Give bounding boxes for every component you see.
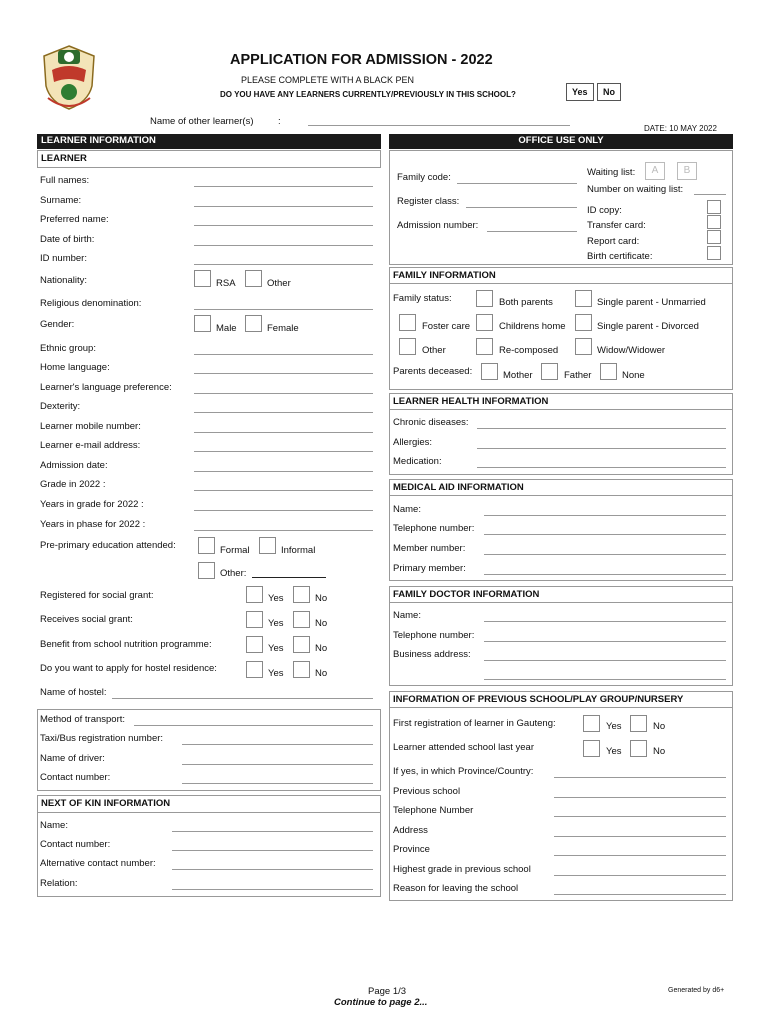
hostel-yes[interactable] (246, 661, 263, 678)
other-family-label: Other (422, 345, 446, 356)
informal-checkbox[interactable] (259, 537, 276, 554)
birth-certificate-checkbox[interactable] (707, 246, 721, 260)
yes-button[interactable]: Yes (566, 83, 594, 101)
mobile-input[interactable] (194, 432, 373, 433)
kin-alt-contact-label: Alternative contact number: (40, 858, 156, 869)
ethnic-group-input[interactable] (194, 354, 373, 355)
home-language-input[interactable] (194, 373, 373, 374)
attended-last-year-no-label: No (653, 746, 666, 757)
gender-label: Gender: (40, 319, 75, 330)
hostel-yes-label: Yes (268, 668, 284, 679)
school-logo (38, 42, 100, 112)
social-grant-registered-label: Registered for social grant: (40, 590, 154, 601)
years-phase-input[interactable] (194, 530, 373, 531)
re-composed-label: Re-composed (499, 345, 559, 356)
nutrition-no-label: No (315, 643, 328, 654)
hostel-name-label: Name of hostel: (40, 687, 107, 698)
hostel-no[interactable] (293, 661, 310, 678)
no-button[interactable]: No (597, 83, 621, 101)
dob-input[interactable] (194, 245, 373, 246)
foster-care-checkbox[interactable] (399, 314, 416, 331)
years-grade-label: Years in grade for 2022 : (40, 499, 144, 510)
single-divorced-checkbox[interactable] (575, 314, 592, 331)
formal-label: Formal (220, 545, 250, 556)
driver-name-input[interactable] (182, 764, 373, 765)
other-learner-label: Name of other learner(s) (150, 116, 254, 127)
nationality-label: Nationality: (40, 275, 87, 286)
transport-method-label: Method of transport: (40, 714, 126, 725)
primary-member-label: Primary member: (393, 563, 466, 574)
full-names-label: Full names: (40, 175, 90, 186)
first-registration-yes-label: Yes (606, 721, 622, 732)
family-status-label: Family status: (393, 293, 452, 304)
driver-contact-input[interactable] (182, 783, 373, 784)
report-card-checkbox[interactable] (707, 230, 721, 244)
id-copy-label: ID copy: (587, 205, 622, 216)
informal-label: Informal (281, 545, 316, 556)
admission-date-label: Admission date: (40, 460, 108, 471)
waiting-list-label: Waiting list: (587, 167, 636, 178)
grade-label: Grade in 2022 : (40, 479, 106, 490)
hostel-name-input[interactable] (112, 698, 373, 699)
school-province-input[interactable] (554, 855, 726, 856)
dexterity-input[interactable] (194, 412, 373, 413)
other-nationality-label: Other (267, 278, 291, 289)
kin-relation-input[interactable] (172, 889, 373, 890)
other-preprimary-input[interactable] (252, 577, 326, 578)
transfer-card-checkbox[interactable] (707, 215, 721, 229)
other-learner-colon: : (278, 116, 281, 127)
other-family-checkbox[interactable] (399, 338, 416, 355)
medical-name-label: Name: (393, 504, 421, 515)
social-grant-receives-yes[interactable] (246, 611, 263, 628)
office-header: OFFICE USE ONLY (389, 134, 733, 149)
none-deceased-label: None (622, 370, 645, 381)
both-parents-checkbox[interactable] (476, 290, 493, 307)
number-waiting-label: Number on waiting list: (587, 184, 684, 195)
full-names-input[interactable] (194, 186, 373, 187)
hostel-no-label: No (315, 668, 328, 679)
register-class-label: Register class: (397, 196, 460, 207)
first-registration-no[interactable] (630, 715, 647, 732)
taxi-registration-input[interactable] (182, 744, 373, 745)
primary-member-input[interactable] (484, 574, 726, 575)
family-code-label: Family code: (397, 172, 451, 183)
medical-header-divider (389, 495, 733, 496)
kin-name-label: Name: (40, 820, 68, 831)
first-registration-label: First registration of learner in Gauteng: (393, 718, 556, 729)
attended-last-year-yes[interactable] (583, 740, 600, 757)
member-number-input[interactable] (484, 554, 726, 555)
previous-school-header-divider (389, 707, 733, 708)
previous-school-input[interactable] (554, 797, 726, 798)
school-address-input[interactable] (554, 836, 726, 837)
dexterity-label: Dexterity: (40, 401, 81, 412)
school-province-label: Province (393, 844, 430, 855)
kin-header-divider (37, 812, 381, 813)
health-header-divider (389, 409, 733, 410)
family-header: FAMILY INFORMATION (393, 270, 496, 281)
register-class-input[interactable] (466, 207, 577, 208)
both-parents-label: Both parents (499, 297, 553, 308)
attended-last-year-label: Learner attended school last year (393, 742, 535, 753)
doctor-header: FAMILY DOCTOR INFORMATION (393, 589, 540, 600)
admission-number-input[interactable] (487, 231, 577, 232)
hostel-apply-label: Do you want to apply for hostel residence: (40, 663, 217, 674)
grade-input[interactable] (194, 490, 373, 491)
social-grant-receives-no[interactable] (293, 611, 310, 628)
religion-input[interactable] (194, 309, 373, 310)
re-composed-checkbox[interactable] (476, 338, 493, 355)
medication-label: Medication: (393, 456, 442, 467)
preprimary-label: Pre-primary education attended: (40, 540, 176, 551)
kin-relation-label: Relation: (40, 878, 78, 889)
doctor-name-label: Name: (393, 610, 421, 621)
father-deceased-checkbox[interactable] (541, 363, 558, 380)
number-waiting-input[interactable] (694, 194, 726, 195)
id-number-label: ID number: (40, 253, 87, 264)
preferred-name-input[interactable] (194, 225, 373, 226)
kin-contact-input[interactable] (172, 850, 373, 851)
family-code-input[interactable] (457, 183, 577, 184)
nutrition-no[interactable] (293, 636, 310, 653)
admission-number-label: Admission number: (397, 220, 479, 231)
attended-last-year-no[interactable] (630, 740, 647, 757)
reason-leaving-input[interactable] (554, 894, 726, 895)
years-phase-label: Years in phase for 2022 : (40, 519, 146, 530)
doctor-phone-input[interactable] (484, 641, 726, 642)
learners-question: DO YOU HAVE ANY LEARNERS CURRENTLY/PREVIOUSLY IN THIS SCHOOL? (220, 90, 516, 99)
email-input[interactable] (194, 451, 373, 452)
surname-label: Surname: (40, 195, 82, 206)
school-phone-input[interactable] (554, 816, 726, 817)
social-grant-registered-no-label: No (315, 593, 328, 604)
childrens-home-label: Childrens home (499, 321, 566, 332)
page-title: APPLICATION FOR ADMISSION - 2022 (230, 52, 493, 68)
father-deceased-label: Father (564, 370, 592, 381)
learner-panel (37, 150, 381, 168)
mobile-label: Learner mobile number: (40, 421, 141, 432)
mother-deceased-checkbox[interactable] (481, 363, 498, 380)
province-country-input[interactable] (554, 777, 726, 778)
highest-grade-label: Highest grade in previous school (393, 864, 531, 875)
previous-school-header: INFORMATION OF PREVIOUS SCHOOL/PLAY GROUP/NURSERY (393, 694, 684, 705)
medical-header: MEDICAL AID INFORMATION (393, 482, 524, 493)
nutrition-label: Benefit from school nutrition programme: (40, 639, 212, 650)
single-divorced-label: Single parent - Divorced (597, 321, 699, 332)
widow-checkbox[interactable] (575, 338, 592, 355)
driver-name-label: Name of driver: (40, 753, 105, 764)
mother-deceased-label: Mother (503, 370, 533, 381)
instruction: PLEASE COMPLETE WITH A BLACK PEN (241, 75, 415, 85)
report-card-label: Report card: (587, 236, 640, 247)
none-deceased-checkbox[interactable] (600, 363, 617, 380)
admission-date-input[interactable] (194, 471, 373, 472)
dob-label: Date of birth: (40, 234, 95, 245)
taxi-registration-label: Taxi/Bus registration number: (40, 733, 164, 744)
driver-contact-label: Contact number: (40, 772, 111, 783)
medical-phone-label: Telephone number: (393, 523, 475, 534)
rsa-label: RSA (216, 278, 236, 289)
chronic-label: Chronic diseases: (393, 417, 469, 428)
religion-label: Religious denomination: (40, 298, 142, 309)
id-number-input[interactable] (194, 264, 373, 265)
transport-method-input[interactable] (134, 725, 373, 726)
medical-name-input[interactable] (484, 515, 726, 516)
widow-label: Widow/Widower (597, 345, 666, 356)
province-country-label: If yes, in which Province/Country: (393, 766, 534, 777)
kin-header: NEXT OF KIN INFORMATION (41, 798, 171, 809)
social-grant-registered-yes-label: Yes (268, 593, 284, 604)
id-copy-checkbox[interactable] (707, 200, 721, 214)
parents-deceased-label: Parents deceased: (393, 366, 473, 377)
childrens-home-checkbox[interactable] (476, 314, 493, 331)
chronic-input[interactable] (477, 428, 726, 429)
waiting-b-box[interactable]: B (677, 162, 697, 180)
business-address-label: Business address: (393, 649, 471, 660)
learner-subheader: LEARNER (41, 153, 87, 164)
social-grant-receives-yes-label: Yes (268, 618, 284, 629)
kin-alt-contact-input[interactable] (172, 869, 373, 870)
doctor-phone-label: Telephone number: (393, 630, 475, 641)
business-address-input[interactable] (484, 660, 726, 661)
reason-leaving-label: Reason for leaving the school (393, 883, 519, 894)
single-unmarried-checkbox[interactable] (575, 290, 592, 307)
doctor-name-input[interactable] (484, 621, 726, 622)
continue-note: Continue to page 2... (334, 997, 428, 1008)
member-number-label: Member number: (393, 543, 466, 554)
highest-grade-input[interactable] (554, 875, 726, 876)
other-nationality-checkbox[interactable] (245, 270, 262, 287)
male-checkbox[interactable] (194, 315, 211, 332)
surname-input[interactable] (194, 206, 373, 207)
foster-care-label: Foster care (422, 321, 471, 332)
years-grade-input[interactable] (194, 510, 373, 511)
social-grant-receives-no-label: No (315, 618, 328, 629)
first-registration-no-label: No (653, 721, 666, 732)
page-number: Page 1/3 (368, 986, 407, 997)
female-label: Female (267, 323, 299, 334)
allergies-input[interactable] (477, 448, 726, 449)
allergies-label: Allergies: (393, 437, 433, 448)
medication-input[interactable] (477, 467, 726, 468)
previous-school-label: Previous school (393, 786, 461, 797)
other-preprimary-checkbox[interactable] (198, 562, 215, 579)
nutrition-yes[interactable] (246, 636, 263, 653)
doctor-header-divider (389, 602, 733, 603)
generated-by: Generated by d6+ (668, 987, 725, 994)
attended-last-year-yes-label: Yes (606, 746, 622, 757)
other-learner-input[interactable] (308, 125, 570, 126)
social-grant-registered-no[interactable] (293, 586, 310, 603)
language-preference-input[interactable] (194, 393, 373, 394)
other-preprimary-label: Other: (220, 568, 247, 579)
kin-contact-label: Contact number: (40, 839, 111, 850)
waiting-a-box[interactable]: A (645, 162, 665, 180)
first-registration-yes[interactable] (583, 715, 600, 732)
single-unmarried-label: Single parent - Unmarried (597, 297, 706, 308)
nutrition-yes-label: Yes (268, 643, 284, 654)
learner-info-header: LEARNER INFORMATION (37, 134, 381, 149)
language-preference-label: Learner's language preference: (40, 382, 172, 393)
ethnic-group-label: Ethnic group: (40, 343, 96, 354)
school-phone-label: Telephone Number (393, 805, 474, 816)
medical-phone-input[interactable] (484, 534, 726, 535)
female-checkbox[interactable] (245, 315, 262, 332)
business-address-input-2[interactable] (484, 679, 726, 680)
family-header-divider (389, 283, 733, 284)
social-grant-receives-label: Receives social grant: (40, 614, 133, 625)
transfer-card-label: Transfer card: (587, 220, 646, 231)
home-language-label: Home language: (40, 362, 110, 373)
health-header: LEARNER HEALTH INFORMATION (393, 396, 549, 407)
birth-certificate-label: Birth certificate: (587, 251, 653, 262)
kin-name-input[interactable] (172, 831, 373, 832)
date-label: DATE: 10 MAY 2022 (644, 124, 717, 133)
social-grant-registered-yes[interactable] (246, 586, 263, 603)
school-address-label: Address (393, 825, 428, 836)
preferred-name-label: Preferred name: (40, 214, 109, 225)
male-label: Male (216, 323, 237, 334)
rsa-checkbox[interactable] (194, 270, 211, 287)
email-label: Learner e-mail address: (40, 440, 141, 451)
formal-checkbox[interactable] (198, 537, 215, 554)
